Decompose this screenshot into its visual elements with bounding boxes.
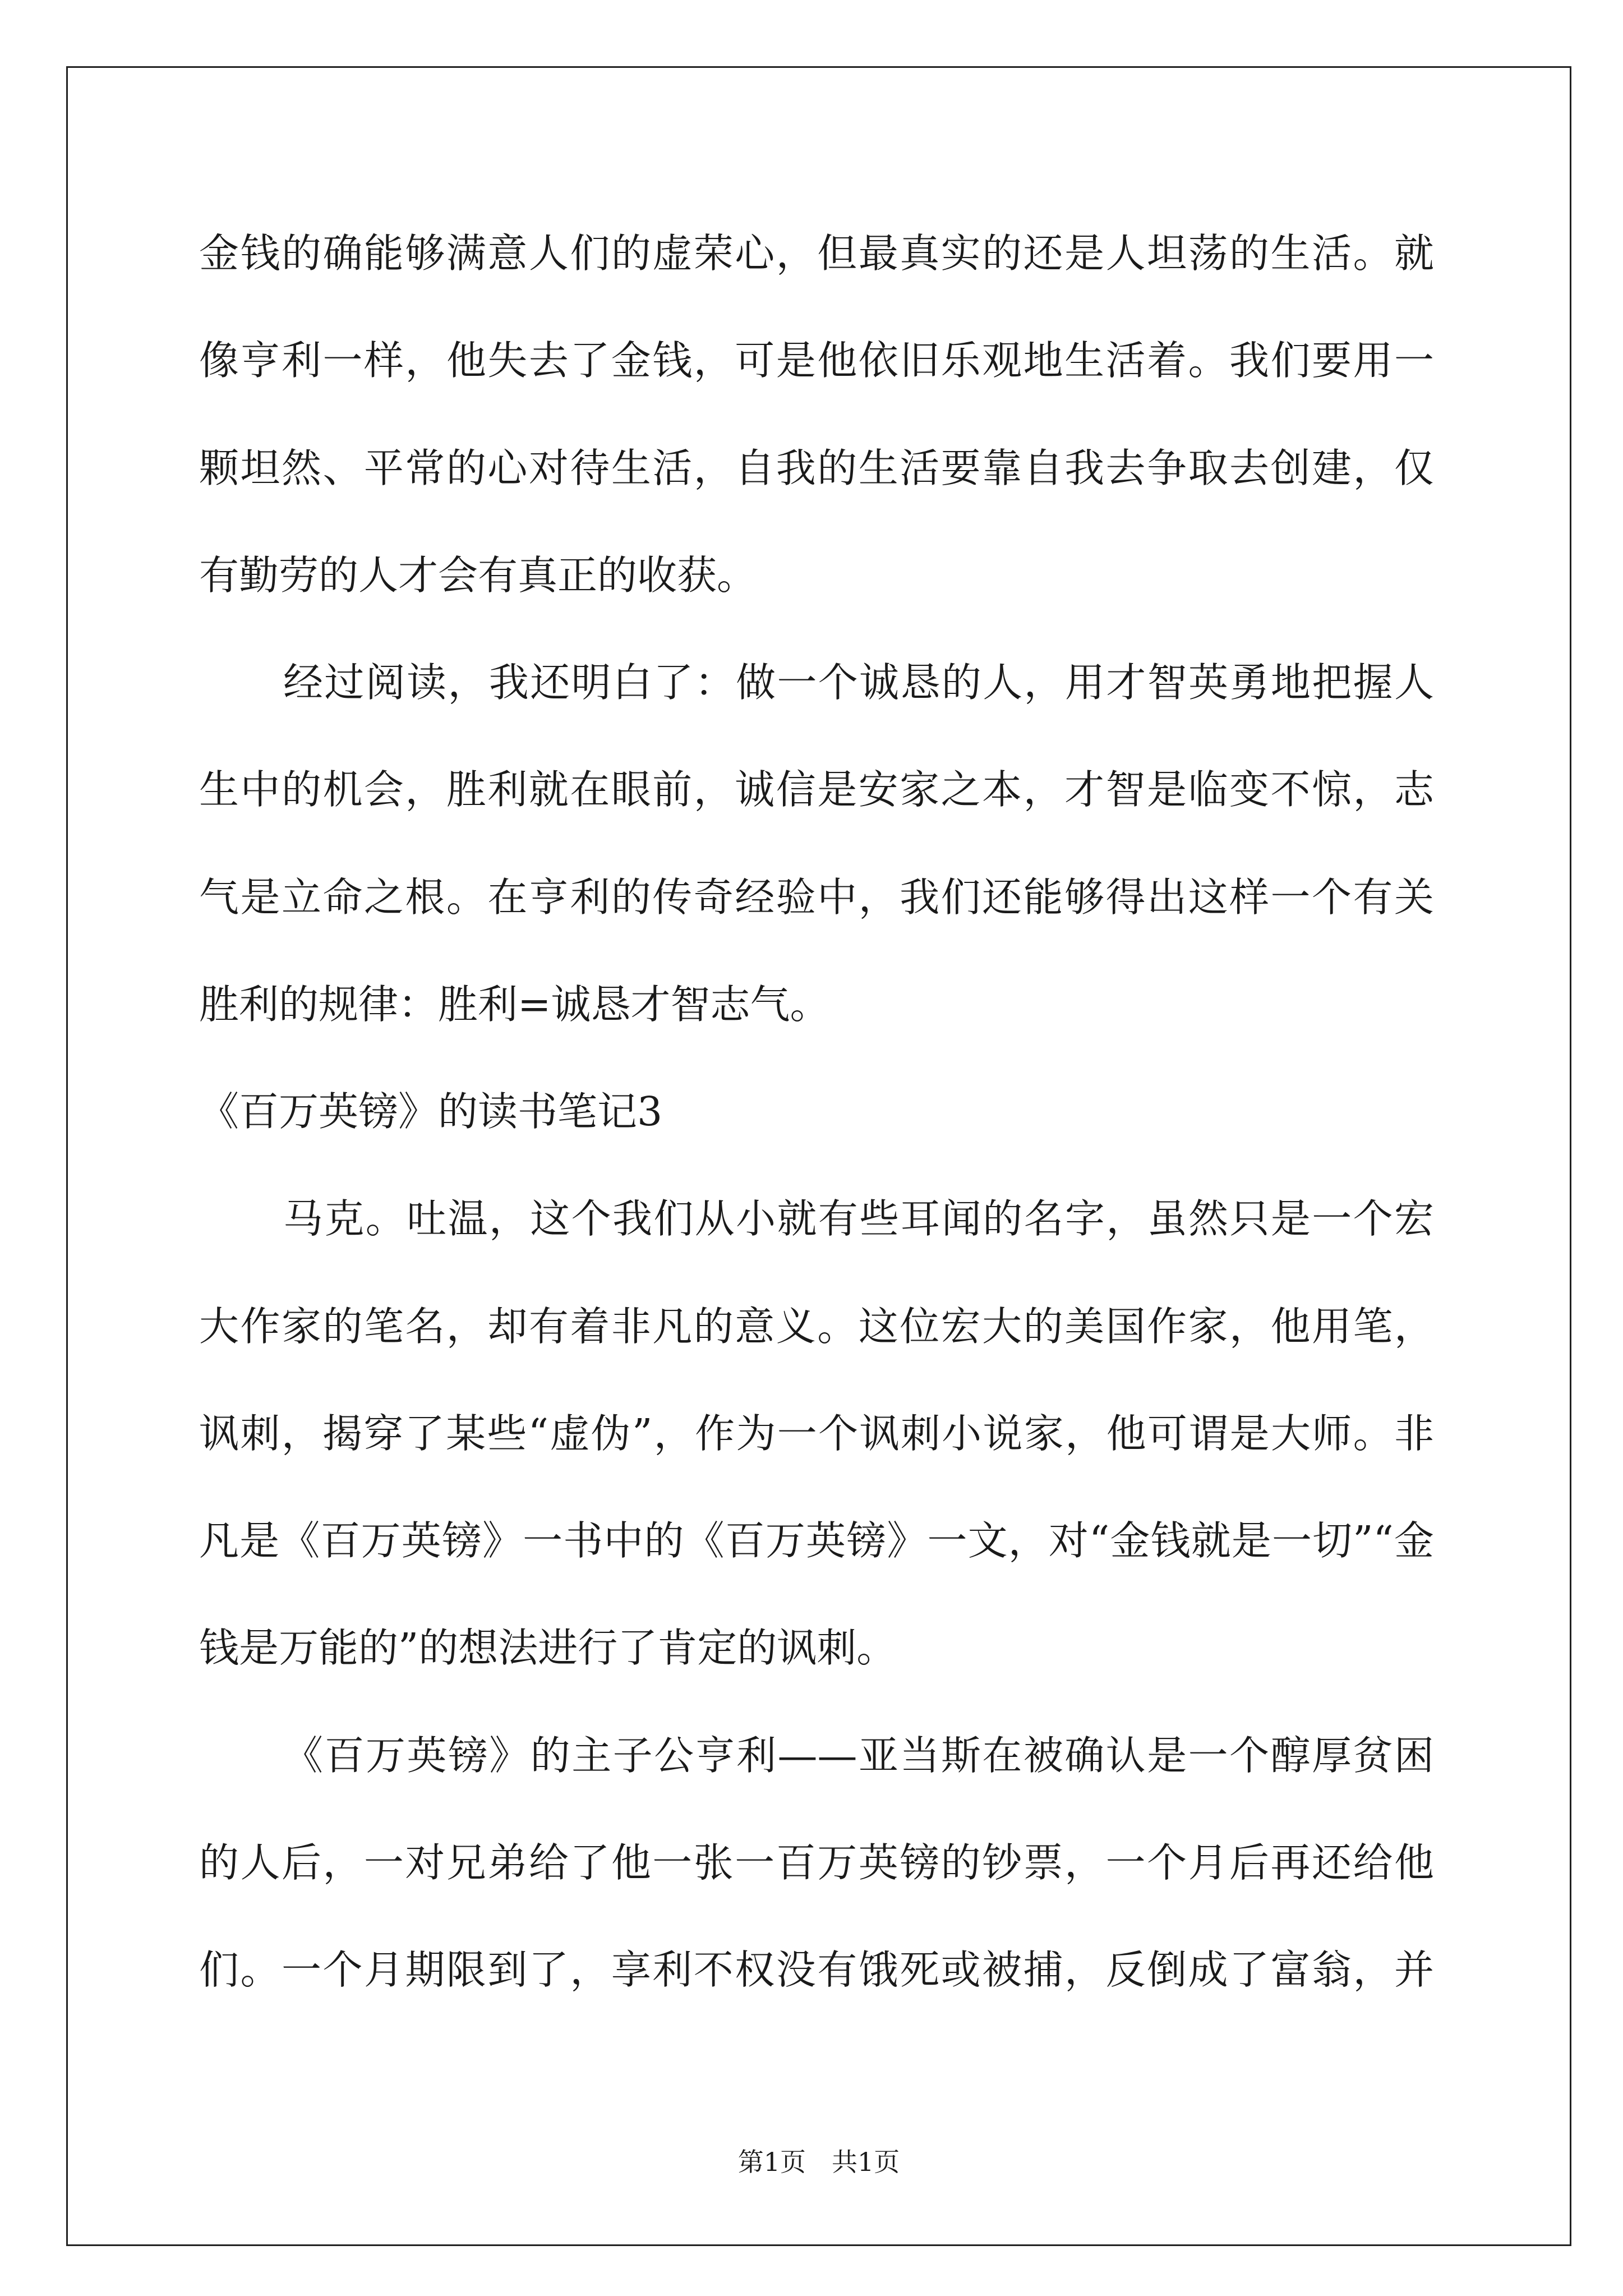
page-footer bbox=[66, 2145, 1571, 2179]
text-line: 大作家的笔名，却有着非凡的意义。这位宏大的美国作家，他用笔， bbox=[199, 1303, 1434, 1350]
section-heading: 《百万英镑》的读书笔记3 bbox=[199, 1088, 663, 1135]
text-line: 有勤劳的人才会有真正的收获。 bbox=[199, 551, 757, 599]
page-total: 共1页 bbox=[832, 2147, 900, 2177]
text-line: 讽刺，揭穿了某些“虚伪”，作为一个讽刺小说家，他可谓是大师。非 bbox=[199, 1410, 1434, 1457]
text-line: 金钱的确能够满意人们的虚荣心，但最真实的还是人坦荡的生活。就 bbox=[199, 230, 1434, 277]
text-line: 凡是《百万英镑》一书中的《百万英镑》一文，对“金钱就是一切”“金 bbox=[199, 1517, 1434, 1564]
text-line: 们。一个月期限到了，享利不权没有饿死或被捕，反倒成了富翁，并 bbox=[199, 1947, 1434, 1993]
text-line: 马克。吐温，这个我们从小就有些耳闻的名字，虽然只是一个宏 bbox=[283, 1195, 1434, 1243]
text-line: 气是立命之根。在亨利的传奇经验中，我们还能够得出这样一个有关 bbox=[199, 873, 1434, 921]
text-line: 像亨利一样，他失去了金钱，可是他依旧乐观地生活着。我们要用一 bbox=[199, 337, 1434, 384]
page-number: 第1页 bbox=[737, 2147, 806, 2177]
text-line: 《百万英镑》的主子公亨利——亚当斯在被确认是一个醇厚贫困 bbox=[283, 1732, 1434, 1779]
text-line: 钱是万能的”的想法进行了肯定的讽刺。 bbox=[199, 1625, 897, 1672]
text-line: 生中的机会，胜利就在眼前，诚信是安家之本，才智是临变不惊，志 bbox=[199, 766, 1434, 813]
text-line: 经过阅读，我还明白了：做一个诚恳的人，用才智英勇地把握人 bbox=[283, 659, 1434, 706]
document-body bbox=[199, 226, 1434, 2049]
text-line: 的人后，一对兄弟给了他一张一百万英镑的钞票，一个月后再还给他 bbox=[199, 1839, 1434, 1886]
text-line: 胜利的规律：胜利=诚恳才智志气。 bbox=[199, 981, 830, 1028]
text-line: 颗坦然、平常的心对待生活，自我的生活要靠自我去争取去创建，仅 bbox=[199, 444, 1434, 491]
